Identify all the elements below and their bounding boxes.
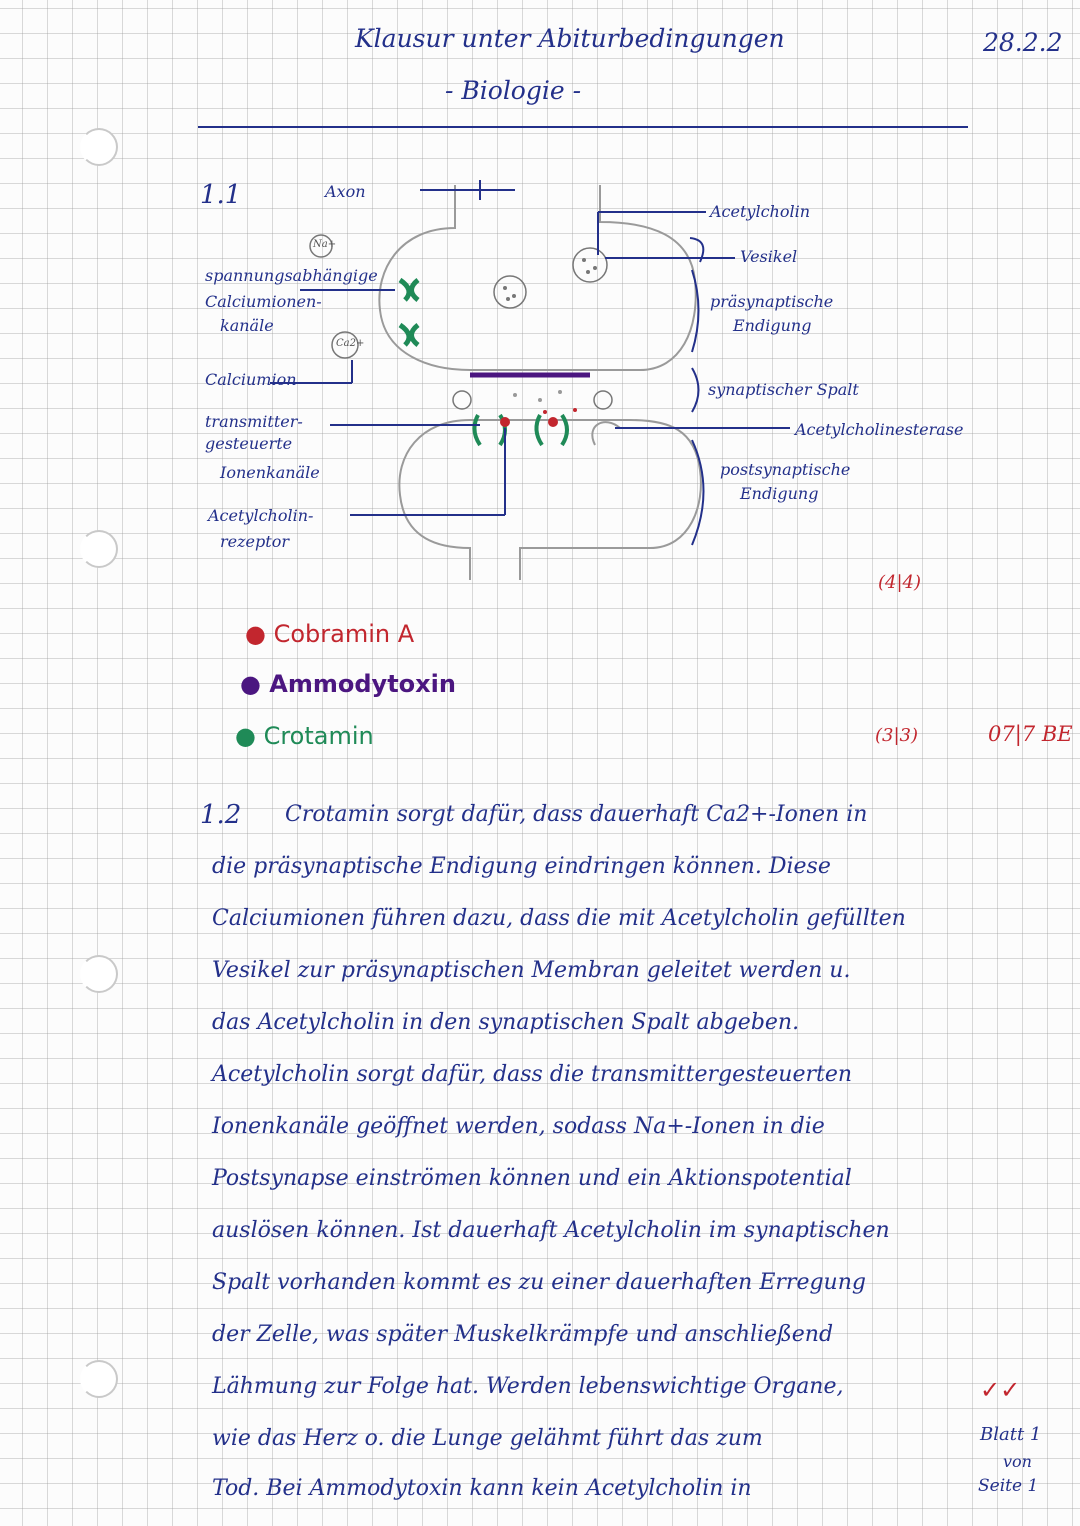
axon-label: Axon [325, 182, 366, 201]
text-line: Tod. Bei Ammodytoxin kann kein Acetylcholin in [212, 1476, 752, 1501]
page-label: Seite 1 [978, 1476, 1039, 1496]
label-receptor-1: Acetylcholin- [208, 506, 314, 525]
text-line: Spalt vorhanden kommt es zu einer dauerhaften Erregung [212, 1270, 866, 1295]
text-line: Postsynapse einströmen können und ein Aktionspotential [212, 1166, 852, 1191]
text-line: wie das Herz o. die Lunge gelähmt führt das zum [212, 1426, 763, 1451]
postsynaptic-membrane [399, 420, 701, 580]
vesicle [573, 248, 607, 282]
cobramin-mark [548, 417, 558, 427]
synapse-diagram [0, 0, 1080, 620]
na-ion-label: Na+ [313, 239, 337, 250]
label-postsynaptisch-2: Endigung [740, 484, 819, 503]
text-line: Vesikel zur präsynaptischen Membran geleitet werden u. [212, 958, 851, 983]
label-ache: Acetylcholinesterase [795, 420, 964, 439]
page-subtitle: - Biologie - [445, 76, 582, 105]
date: 28.2.2 [983, 28, 1063, 57]
punch-hole [80, 1360, 118, 1398]
punch-hole [80, 955, 118, 993]
sheet-label: Blatt 1 [980, 1424, 1042, 1445]
label-spalt: synaptischer Spalt [708, 380, 859, 399]
label-channels-1: spannungsabhängige [205, 266, 378, 285]
label-channels-2: Calciumionen- [205, 292, 322, 311]
check-mark: ✓✓ [980, 1376, 1021, 1404]
label-praesynaptisch-2: Endigung [733, 316, 812, 335]
section-number-1-1: 1.1 [200, 180, 242, 210]
text-line: Calciumionen führen dazu, dass die mit Acetylcholin gefüllten [212, 906, 906, 931]
ca-channel [400, 325, 418, 345]
na-ion-icon [453, 391, 471, 409]
label-vesikel: Vesikel [740, 247, 798, 266]
text-line: der Zelle, was später Muskelkrämpfe und anschließend [212, 1322, 834, 1347]
text-line: auslösen können. Ist dauerhaft Acetylcholin im synaptischen [212, 1218, 890, 1243]
label-acetylcholin: Acetylcholin [710, 202, 811, 221]
label-transmitter-3: Ionenkanäle [220, 463, 320, 482]
legend-cobramin: ● Cobramin A [245, 620, 415, 648]
ca-channel [400, 280, 418, 300]
score-legend: (3|3) [875, 725, 919, 746]
ca-ion-label: Ca2+ [336, 338, 365, 349]
label-transmitter-1: transmitter- [205, 412, 303, 431]
text-line: Ionenkanäle geöffnet werden, sodass Na+-Ionen in die [212, 1114, 825, 1139]
acetylcholinesterase [592, 422, 620, 445]
cobramin-mark [500, 417, 510, 427]
vesicle [494, 276, 526, 308]
points-total: 07|7 BE [988, 722, 1073, 746]
sheet-von: von [1003, 1452, 1032, 1471]
text-line: Acetylcholin sorgt dafür, dass die transmittergesteuerten [212, 1062, 853, 1087]
legend-ammodytoxin: ● Ammodytoxin [240, 670, 456, 698]
na-ion-icon [594, 391, 612, 409]
label-praesynaptisch-1: präsynaptische [710, 292, 834, 311]
label-channels-3: kanäle [220, 316, 274, 335]
score-1-1: (4|4) [878, 572, 922, 593]
page-title: Klausur unter Abiturbedingungen [355, 24, 785, 53]
label-postsynaptisch-1: postsynaptische [720, 460, 851, 479]
section-number-1-2: 1.2 [200, 800, 242, 830]
text-line: Crotamin sorgt dafür, dass dauerhaft Ca2+-Ionen in [285, 802, 868, 827]
label-calciumion: Calciumion [205, 370, 297, 389]
text-line: die präsynaptische Endigung eindringen können. Diese [212, 854, 831, 879]
label-receptor-2: rezeptor [220, 532, 289, 551]
legend-crotamin: ● Crotamin [235, 722, 374, 750]
text-line: das Acetylcholin in den synaptischen Spalt abgeben. [212, 1010, 800, 1035]
text-line: Lähmung zur Folge hat. Werden lebenswichtige Organe, [212, 1374, 844, 1399]
label-transmitter-2: gesteuerte [205, 434, 293, 453]
